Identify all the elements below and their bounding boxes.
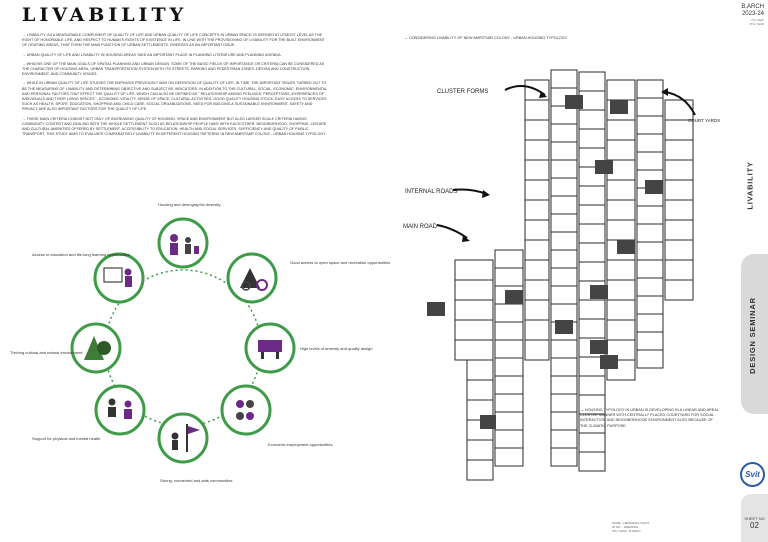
housing-block	[495, 448, 523, 466]
housing-block	[607, 180, 635, 200]
housing-block	[551, 304, 577, 322]
housing-block	[637, 314, 663, 332]
housing-block	[607, 300, 635, 320]
footer	[612, 521, 649, 533]
housing-block	[579, 110, 605, 129]
courtyard	[505, 290, 523, 304]
housing-block	[607, 320, 635, 340]
housing-block	[495, 376, 523, 394]
employment-node	[222, 386, 270, 434]
sheet-number: 02	[750, 521, 759, 530]
year-label: 4TH YEAR	[749, 22, 764, 26]
housing-block	[525, 120, 549, 140]
housing-block	[495, 358, 523, 376]
housing-block	[525, 260, 549, 280]
housing-block	[525, 340, 549, 360]
housing-block	[551, 358, 577, 376]
map-note	[580, 408, 720, 429]
sidebar-header	[741, 4, 764, 26]
housing-block	[495, 430, 523, 448]
paragraph: → LIVABILITY, AS A MEASURABLE COMPONENT OF QUALITY OF LIFE AND URBAN QUALITY OF LIFE CONCEPTS IN URBAN SPACE, IS DEFINED AT UTMOST LEVEL AS THE RIGHT OF HONORABLE LIFE, AND RESPECT TO HUMAN'S RIGHTS OF EXISTENCE IN LIFE. IN LINE WITH THE PROVISIONING OF LIVABILITY FOR THE BUILT ENVIRONMENT OF HOUSING AREAS, THAT FORM THE MAIN FUNCTION OF URBAN SETTLEMENTS, EMERGES AS AN IMPORTANT ISSUE.	[22, 33, 325, 48]
housing-block	[579, 243, 605, 262]
housing-block	[579, 300, 605, 319]
sidebar	[733, 0, 768, 542]
sheet-box	[741, 494, 768, 542]
sidebar-title-seminar	[741, 270, 763, 400]
courtyard	[565, 95, 583, 109]
paragraph: → THESE MAIN CRITERIA CONSIST NOT ONLY OF INCREASING QUALITY OF HOUSING, SPACE AND ENVIRONMENT BUT ALSO LARGER SCALE CRITERIA HAVING COMMUNITY CONTENT AND DEALING WITH THE WHOLE SETTLEMENT SUCH AS RELATIONSHIP PEOPLE HAVE WITH EACH OTHER, NEIGHBORHOOD, SHOPPING, LEISURE AND CULTURAL AMENITIES OFFERED BY SETTLEMENT, ACCESSIBILITY TO EDUCATION, HEALTH AND SOCIAL SERVICES, SUFFICIENCY AND QUALITY OF PUBLIC TRANSPORT. THIS STUDY AIMS TO EVALUATE COMPARATIVELY LIVABILITY IN DIFFERENT HOUSING PATTERNS IN NEW AMRITSAR COLONY - URBAN HOUSING TYPOLOGY.	[22, 116, 327, 137]
housing-block	[637, 278, 663, 296]
housing-block	[579, 186, 605, 205]
housing-block	[665, 280, 693, 300]
housing-block	[455, 300, 493, 320]
housing-block	[579, 224, 605, 243]
housing-block	[495, 412, 523, 430]
housing-block	[525, 180, 549, 200]
housing-block	[665, 100, 693, 120]
housing-block	[637, 296, 663, 314]
site-plan-sketch	[395, 60, 725, 530]
sidebar-title-text: LIVABILITY	[745, 160, 755, 210]
housing-block	[551, 214, 577, 232]
housing-block	[637, 350, 663, 368]
courtyard	[590, 285, 608, 299]
housing-block	[551, 268, 577, 286]
housing-block	[551, 178, 577, 196]
housing-block	[665, 240, 693, 260]
label-cultural: Thriving cultural and natural environment	[10, 350, 83, 355]
map-note-text: → HOUSING TYPOLOGY IN URBAN IS DEVELOPING IN A LINEAR AND AREAL CLUSTER MANNER WITH CENTRALLY PLACED COURTYARD FOR SOCIAL INTERACTION AND NEIGHBORHOOD ENVIRONMENT ALSO BECAUSE OF THE CLIMATIC PURPOSE.	[580, 408, 719, 428]
housing-block	[551, 196, 577, 214]
housing-block	[579, 129, 605, 148]
housing-block	[579, 452, 605, 471]
housing-block	[665, 220, 693, 240]
housing-block	[551, 142, 577, 160]
housing-block	[607, 200, 635, 220]
courtyard	[600, 355, 618, 369]
page-title: LIVABILITY	[22, 4, 188, 26]
housing-block	[637, 242, 663, 260]
housing-block	[495, 304, 523, 322]
housing-block	[665, 260, 693, 280]
logo-text: Svit	[745, 470, 760, 479]
footer-year: 4TH YEAR , B.ARCH	[612, 529, 641, 533]
housing-block	[551, 448, 577, 466]
label-main: MAIN ROAD	[403, 224, 438, 230]
courtyard	[555, 320, 573, 334]
paragraph: → WHICHIS ONE OF THE MAIN GOALS OF SPATIAL PLANNING AND URBAN DESIGN, SOME OF THE BASIC FIELDS OF IMPORTANCE OR CRITERIA CAN BE CONSIDERED AS THE CHARACTER OF HOUSING AREA, URBAN TRANSPORTATION SYSTEM WITH ITS STREETS, PARKING AND PEDESTRIAN ZONES, DESIGN AND CONSTRUCTION, ENVIRONMENT, AND COMMUNITY ISSUES.	[22, 61, 325, 77]
courtyard	[427, 302, 445, 316]
map-heading: → CONSIDERING LIVABILITY OF NEW AMRITSAR COLONY - URBAN HOUSING TYPOLOGY	[404, 36, 568, 40]
housing-block	[665, 180, 693, 200]
label-health: Support for physical and mental health	[32, 436, 101, 441]
label-court: COURT YARDS	[688, 118, 721, 123]
courtyard	[610, 100, 628, 114]
courtyard	[480, 415, 496, 429]
housing-block	[525, 300, 549, 320]
housing-block	[551, 286, 577, 304]
housing-block	[495, 268, 523, 286]
housing-block	[665, 160, 693, 180]
housing-block	[579, 205, 605, 224]
label-education: Access to education and life-long learning opportunities	[32, 252, 131, 257]
housing-block	[455, 320, 493, 340]
housing-block	[637, 116, 663, 134]
housing-block	[637, 260, 663, 278]
communities-node	[159, 414, 207, 462]
housing-block	[551, 124, 577, 142]
courtyard	[595, 160, 613, 174]
housing-block	[551, 376, 577, 394]
housing-block	[579, 376, 605, 395]
label-cluster: CLUSTER FORMS	[437, 89, 489, 95]
sidebar-seminar-text: DESIGN SEMINAR	[747, 296, 757, 374]
housing-block	[551, 394, 577, 412]
housing-block	[551, 250, 577, 268]
sheet-label: SHEET NO	[744, 516, 765, 521]
housing-block	[637, 98, 663, 116]
education-node	[95, 254, 143, 302]
housing-block	[495, 340, 523, 358]
housing-block	[525, 160, 549, 180]
paragraph: → WHILE IN URBAN QUALITY OF LIFE STUDIES THE EMPHASIS PREVIOUSLY WAS ON DEFINITION OF QUALITY OF LIFE, IN TIME, THE IMPORTANT ISSUES TURNED OUT TO BE THE MEASURING OF LIVABILITY AND DETERMINING OBJECTIVE AND SUBJECTIVE INDICATORS. IN ADDITION TO THE CULTURAL, SOCIAL, ECONOMIC, ENVIRONMENTAL AND PERSONAL FACTORS THAT EFFECT THE QUALITY OF LIFE, WHICH CAN ALSO BE DEFINED AS " RELATIONSHIP AMONG FEELINGS, PERCEPTIONS, EXPERIENCES OF INDIVIDUALS AND THEIR LIVING SPACES ", ECONOMIC VITALITY, SENSE OF SPACE, CULTURAL ACTIVITIES, GOOD QUALITY HOUSING STOCK, EASY ACCESS TO SERVICES SUCH AS HEALTH, SPORT, EDUCATION, SHOPPING AND CHILD CARE, SOCIAL ORGANIZATIONS, NEED FOR BUILDING A SUSTAINABLE ENVIRONMENT, SAFETY AND PRIVACY ARE ALSO IMPORTANT FACTORS FOR THE QUALITY OF LIFE.	[22, 81, 327, 112]
cultural-node	[72, 324, 120, 372]
housing-block	[525, 240, 549, 260]
courtyard	[645, 180, 663, 194]
housing-block	[455, 340, 493, 360]
footer-id: ID NO. - 20BAR001	[612, 525, 639, 529]
housing-block	[665, 120, 693, 140]
label-employment: Economic employment opportunities	[268, 442, 333, 447]
label-amenity: High levels of amenity and quality design	[300, 346, 373, 351]
housing-node	[159, 219, 207, 267]
housing-block	[637, 134, 663, 152]
program-label: B.ARCH	[741, 4, 764, 10]
housing-block	[467, 460, 493, 480]
session-label: 2023-24	[741, 11, 764, 17]
housing-block	[551, 70, 577, 88]
housing-block	[495, 394, 523, 412]
label-communities: Strong, connected and safe communities	[160, 478, 233, 483]
courtyard	[617, 240, 635, 254]
housing-block	[551, 340, 577, 358]
housing-block	[525, 140, 549, 160]
housing-block	[579, 262, 605, 281]
housing-block	[495, 250, 523, 268]
housing-block	[607, 260, 635, 280]
housing-block	[467, 440, 493, 460]
label-internal: INTERNAL ROADS	[405, 189, 458, 195]
housing-block	[525, 320, 549, 340]
courtyard	[590, 340, 608, 354]
label-housing: Housing and demographic diversity	[158, 202, 221, 207]
label-open-space: Good access to open space and recreation opportunities	[290, 260, 391, 265]
housing-block	[579, 72, 605, 91]
paragraph: → URBAN QUALITY OF LIFE AND LIVABILITY IN HOUSING AREAS TAKE AN IMPORTANT PLACE IN PLANNING LITERATURE AND PLANNING AGENDA.	[22, 52, 282, 57]
semester-label: 7TH SEM	[750, 18, 764, 22]
sidebar-title-livability	[739, 150, 761, 220]
housing-block	[467, 360, 493, 380]
housing-block	[607, 80, 635, 100]
housing-block	[551, 232, 577, 250]
housing-block	[455, 260, 493, 280]
housing-block	[551, 160, 577, 178]
housing-block	[665, 140, 693, 160]
housing-block	[525, 100, 549, 120]
housing-block	[607, 280, 635, 300]
housing-block	[525, 220, 549, 240]
svit-logo	[740, 462, 765, 487]
housing-block	[637, 206, 663, 224]
housing-block	[551, 412, 577, 430]
housing-block	[637, 152, 663, 170]
housing-block	[665, 200, 693, 220]
housing-block	[579, 319, 605, 338]
housing-block	[551, 430, 577, 448]
footer-name: NAME - HEMANSHU KANT	[612, 521, 650, 525]
housing-block	[579, 433, 605, 452]
housing-block	[525, 280, 549, 300]
housing-block	[607, 140, 635, 160]
housing-block	[637, 80, 663, 98]
housing-block	[467, 380, 493, 400]
text-column	[22, 33, 327, 141]
housing-block	[637, 224, 663, 242]
housing-block	[525, 200, 549, 220]
housing-block	[455, 280, 493, 300]
amenity-node	[246, 324, 294, 372]
livability-wheel-diagram	[0, 190, 400, 520]
open-space-node	[228, 254, 276, 302]
health-node	[96, 386, 144, 434]
housing-block	[607, 120, 635, 140]
housing-block	[637, 332, 663, 350]
housing-block	[495, 322, 523, 340]
housing-block	[607, 220, 635, 240]
